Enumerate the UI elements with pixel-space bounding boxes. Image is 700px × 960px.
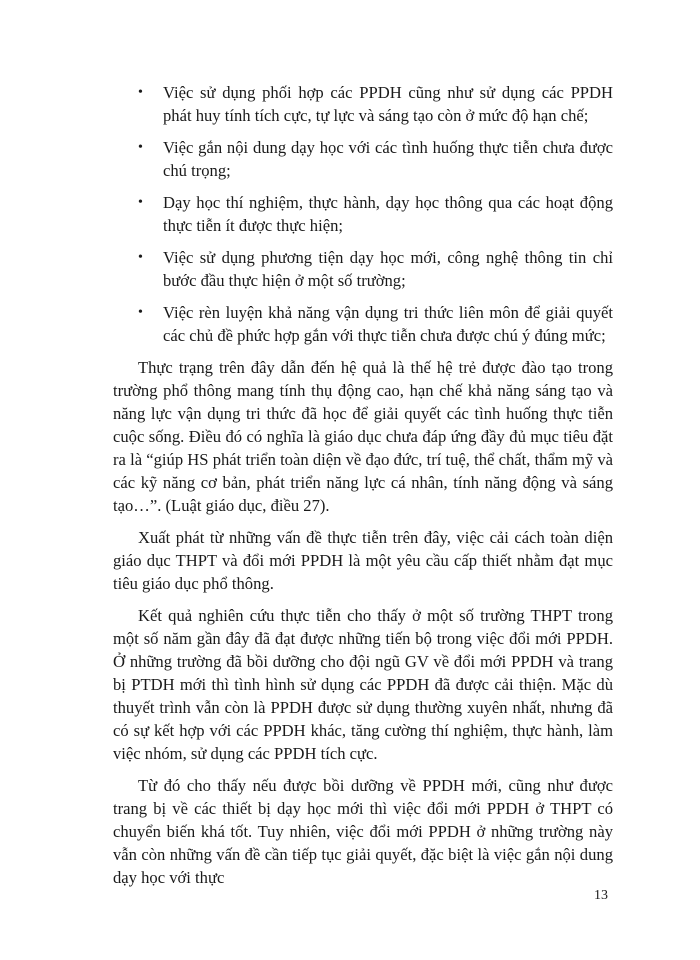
paragraph-conclusion: Từ đó cho thấy nếu được bồi dưỡng về PPDH mới, cũng như được trang bị về các thiết bị dạy học mới thì việc đổi mới PPDH ở THPT có chuyển biến khá tốt. Tuy nhiên, việc đổi mới PPDH ở những trường này vẫn còn những vấn đề cần tiếp tục giải quyết, đặc biệt là việc gắn nội dung dạy học với thực	[113, 776, 613, 887]
page-content	[113, 81, 613, 898]
bullet-icon: •	[138, 140, 143, 155]
paragraph-reform-need: Xuất phát từ những vấn đề thực tiễn trên đây, việc cải cách toàn diện giáo dục THPT và đổi mới PPDH là một yêu cầu cấp thiết nhằm đạt mục tiêu giáo dục phổ thông.	[113, 528, 613, 593]
bullet-icon: •	[138, 250, 143, 265]
bullet-text: Việc gắn nội dung dạy học với các tình huống thực tiễn chưa được chú trọng;	[163, 138, 613, 180]
bullet-item	[113, 81, 613, 127]
paragraph-consequences: Thực trạng trên đây dẫn đến hệ quả là thế hệ trẻ được đào tạo trong trường phổ thông mang tính thụ động cao, hạn chế khả năng sáng tạo và năng lực vận dụng tri thức đã học để giải quyết các tình huống thực tiễn cuộc sống. Điều đó có nghĩa là giáo dục chưa đáp ứng đầy đủ mục tiêu đặt ra là “giúp HS phát triển toàn diện về đạo đức, trí tuệ, thể chất, thẩm mỹ và các kỹ năng cơ bản, phát triển năng lực cá nhân, tính năng động và sáng tạo…”. (Luật giáo dục, điều 27).	[113, 358, 613, 515]
bullet-icon: •	[138, 305, 143, 320]
bullet-icon: •	[138, 195, 143, 210]
bullet-text: Việc sử dụng phương tiện dạy học mới, công nghệ thông tin chỉ bước đầu thực hiện ở một số trường;	[163, 248, 613, 290]
bullet-icon: •	[138, 85, 143, 100]
bullet-text: Việc sử dụng phối hợp các PPDH cũng như sử dụng các PPDH phát huy tính tích cực, tự lực và sáng tạo còn ở mức độ hạn chế;	[163, 83, 613, 125]
paragraph-research-results: Kết quả nghiên cứu thực tiễn cho thấy ở một số trường THPT trong một số năm gần đây đã đạt được những tiến bộ trong việc đổi mới PPDH. Ở những trường đã bồi dưỡng cho đội ngũ GV về đổi mới PPDH và trang bị PTDH mới thì tình hình sử dụng các PPDH đã được cải thiện. Mặc dù thuyết trình vẫn còn là PPDH được sử dụng thường xuyên nhất, nhưng đã có sự kết hợp với các PPDH khác, tăng cường thí nghiệm, thực hành, làm việc nhóm, sử dụng các PPDH tích cực.	[113, 606, 613, 763]
bullet-item	[113, 191, 613, 237]
page-number: 13	[594, 888, 608, 903]
bullet-item	[113, 136, 613, 182]
bullet-text: Dạy học thí nghiệm, thực hành, dạy học thông qua các hoạt động thực tiễn ít được thực hiện;	[163, 193, 613, 235]
bullet-list	[113, 81, 613, 347]
bullet-item	[113, 246, 613, 292]
bullet-text: Việc rèn luyện khả năng vận dụng tri thức liên môn để giải quyết các chủ đề phức hợp gắn với thực tiễn chưa được chú ý đúng mức;	[163, 303, 613, 345]
bullet-item	[113, 301, 613, 347]
